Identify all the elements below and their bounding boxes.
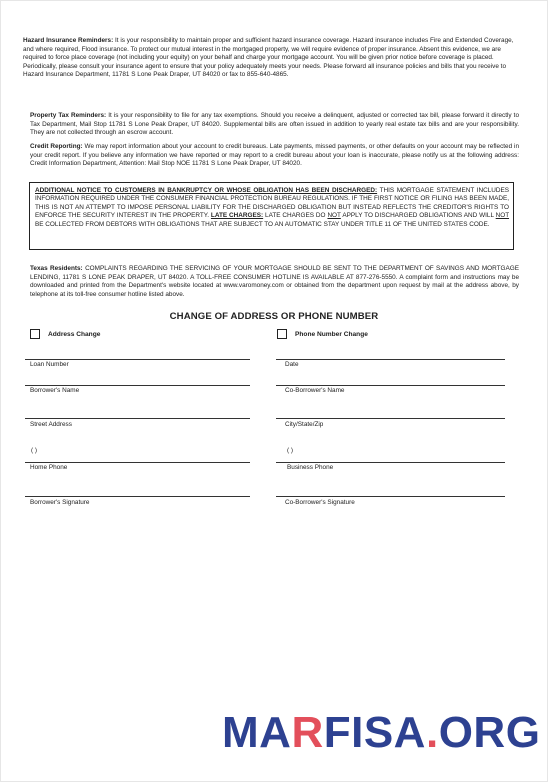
credit-body: We may report information about your account to credit bureaus. Late payments, missed payments, or other defaults on your account may be reflected in your credit report. If you believe any information we have reported or may report to a credit bureau about your loan is inaccurate, please notify us at the following address: Credit Information Department, Attention: Mail Stop NOE 11781 S Lone Peak Draper, UT 84020. <box>30 143 520 168</box>
notice-heading: ADDITIONAL NOTICE TO CUSTOMERS IN BANKRUPTCY OR WHOSE OBLIGATION HAS BEEN DISCHARGED: <box>35 187 378 194</box>
credit-heading: Credit Reporting: <box>30 143 83 150</box>
not-emphasis-1: NOT <box>327 212 341 220</box>
borrower-name-field[interactable] <box>25 385 250 386</box>
property-tax-paragraph <box>30 112 519 138</box>
home-phone-field[interactable] <box>25 462 250 463</box>
home-phone-label: Home Phone <box>30 464 68 471</box>
tax-heading: Property Tax Reminders: <box>30 112 107 119</box>
borrower-signature-label: Borrower's Signature <box>30 499 90 506</box>
hazard-insurance-paragraph <box>23 37 519 80</box>
logo-part-r: R <box>291 708 324 757</box>
hazard-body: It is your responsibility to maintain proper and sufficient hazard insurance coverage. Hazard insurance includes Fire and Extended Coverage, and where required, Flood insurance. To protect our mutual interest in the mortgaged property, we will require evidence of proper insurance. Absent this evidence, we are required to force place coverage (not including your equity) on your behalf and charge your mortgage account. You will be given prior notice before coverage is placed. Periodically, please consult your insurance agent to ensure that your policy adequately meets your needs. Please forward all insurance policies and bills that you receive to Hazard Insurance Department, 11781 S Lone Peak Draper, UT 84020 or fax to 855-640-4865. <box>23 37 514 79</box>
borrower-signature-field[interactable] <box>25 496 250 497</box>
texas-heading: Texas Residents: <box>30 265 83 272</box>
marfisa-logo <box>222 708 540 758</box>
logo-part-fisa: FISA <box>323 708 426 757</box>
home-phone-area-code: ( ) <box>31 447 38 454</box>
date-field[interactable] <box>276 359 505 360</box>
business-phone-field[interactable] <box>276 462 505 463</box>
date-label: Date <box>285 361 299 368</box>
street-address-label: Street Address <box>30 421 72 428</box>
bankruptcy-notice-box <box>29 182 514 250</box>
not-emphasis-2: NOT <box>495 212 510 220</box>
texas-body: COMPLAINTS REGARDING THE SERVICING OF YOUR MORTGAGE SHOULD BE SENT TO THE DEPARTMENT OF SAVINGS AND MORTGAGE LENDING, 11781 S LONE PEAK DRAPER, UT 84020. A TOLL-FREE CONSUMER HOTLINE IS AVAILABLE AT 877-276-5550. A complaint form and instructions may be downloaded and printed from the Department's website located at www.varomoney.com or obtained from the department upon request by mail at the address above, by telephone at its toll-free consumer hotline listed above. <box>30 265 520 298</box>
business-phone-area-code: ( ) <box>287 447 294 454</box>
coborrower-name-label: Co-Borrower's Name <box>285 387 345 394</box>
phone-change-checkbox[interactable] <box>277 329 287 339</box>
late-charges-text-a: LATE CHARGES DO <box>265 212 326 220</box>
form-title: CHANGE OF ADDRESS OR PHONE NUMBER <box>169 311 379 322</box>
phone-change-label: Phone Number Change <box>295 330 368 338</box>
late-charges-text-c: BE COLLECTED FROM DEBTORS WITH OBLIGATIONS THAT ARE SUBJECT TO AN AUTOMATIC STAY UNDER TITLE 11 OF THE UNITED STATES CODE. <box>35 220 490 228</box>
street-address-field[interactable] <box>25 418 250 419</box>
address-change-label: Address Change <box>48 330 101 338</box>
business-phone-label: Business Phone <box>287 464 334 471</box>
texas-residents-paragraph <box>30 265 519 299</box>
loan-number-label: Loan Number <box>30 361 69 368</box>
borrower-name-label: Borrower's Name <box>30 387 80 394</box>
notice-body: THIS MORTGAGE STATEMENT INCLUDES INFORMATION REQUIRED UNDER THE CONSUMER FINANCIAL PROTECTION BUREAU REGULATIONS. IF THE FIRST NOTICE OR FILING HAS BEEN MADE, THIS IS NOT AN ATTEMPT TO IMPOSE PERSONAL LIABILITY FOR THE DISCHARGED OBLIGATION BUT INSTEAD REFLECTS THE CREDITOR'S RIGHTS TO ENFORCE THE SECURITY INTEREST IN THE PROPERTY. <box>35 187 510 220</box>
logo-part-ma: MA <box>222 708 292 757</box>
coborrower-signature-label: Co-Borrower's Signature <box>285 499 355 506</box>
credit-reporting-paragraph <box>30 143 519 169</box>
address-change-checkbox[interactable] <box>30 329 40 339</box>
coborrower-signature-field[interactable] <box>276 496 505 497</box>
late-charges-text-b: APPLY TO DISCHARGED OBLIGATIONS AND WILL <box>342 212 494 220</box>
city-state-zip-label: City/State/Zip <box>285 421 324 428</box>
address-change-option[interactable] <box>30 329 100 339</box>
coborrower-name-field[interactable] <box>276 385 505 386</box>
hazard-heading: Hazard Insurance Reminders: <box>23 37 114 44</box>
late-charges-heading: LATE CHARGES: <box>210 212 264 220</box>
logo-dot: . <box>425 708 439 757</box>
logo-part-org: ORG <box>438 708 541 757</box>
loan-number-field[interactable] <box>25 359 250 360</box>
tax-body: It is your responsibility to file for any tax exemptions. Should you receive a delinquent, adjusted or corrected tax bill, please forward it directly to Tax Department, Mail Stop 11781 S Lone Peak Draper, UT 84020. Supplemental bills are often issued in addition to yearly real estate tax bills and are your responsibility. They are not collected through an escrow account. <box>30 112 519 137</box>
phone-change-option[interactable] <box>277 329 368 339</box>
city-state-zip-field[interactable] <box>276 418 505 419</box>
